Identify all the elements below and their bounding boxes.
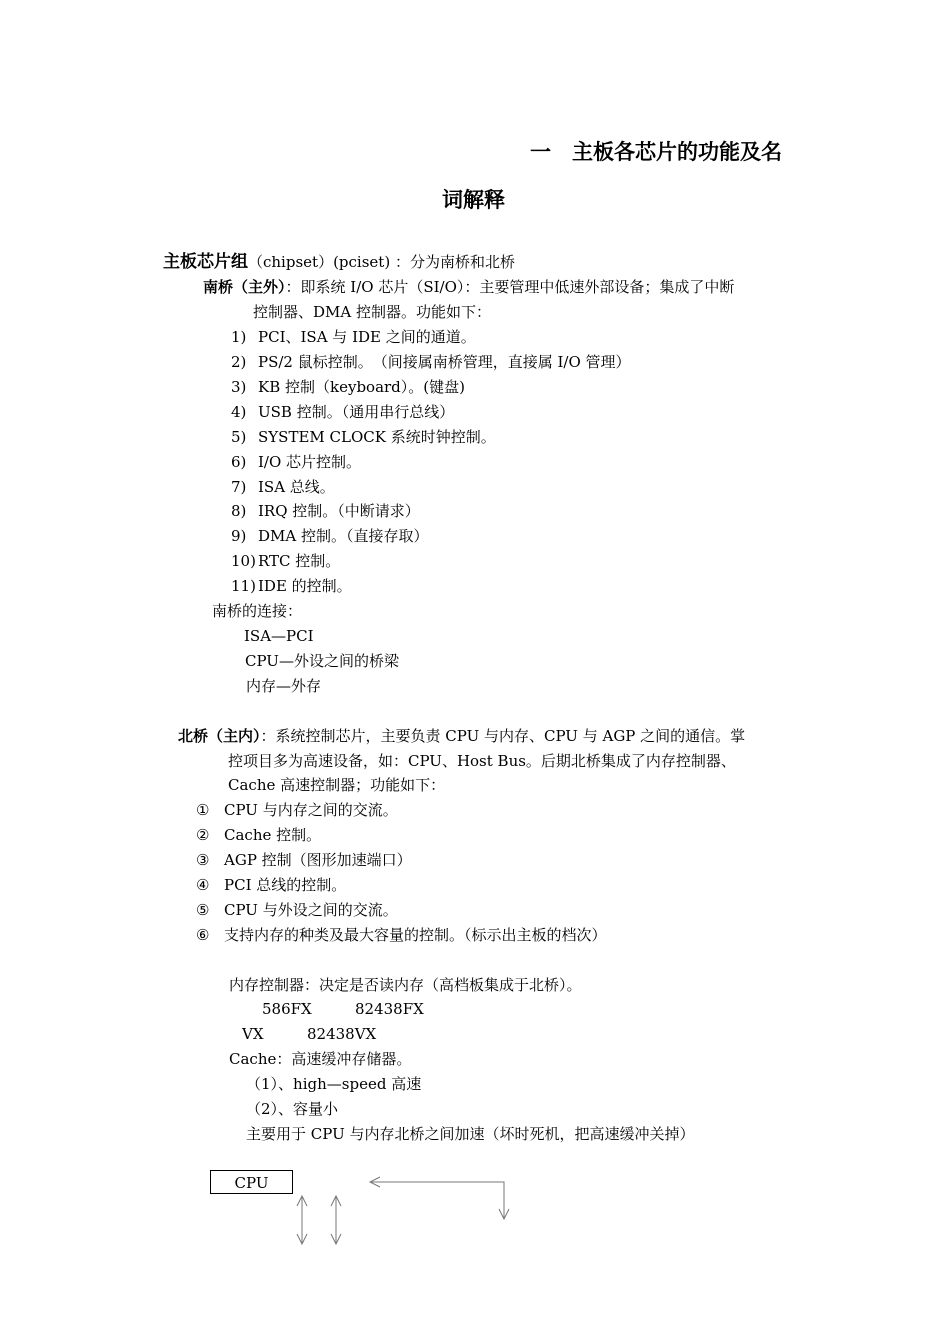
chip-model: VX (242, 1025, 264, 1043)
south-bridge-desc-cont: 控制器、DMA 控制器。功能如下： (253, 303, 491, 321)
south-bridge-connection-label: 南桥的连接： (212, 602, 303, 620)
chip-model: 82438FX (355, 1000, 424, 1018)
north-bridge-desc-cont: 控项目多为高速设备，如：CPU、Host Bus。后期北桥集成了内存控制器、 (228, 752, 736, 770)
list-item: 10) RTC 控制。 (231, 552, 341, 570)
list-item: 3) KB 控制（keyboard）。(键盘) (231, 378, 465, 396)
list-item: ⑤ CPU 与外设之间的交流。 (196, 901, 398, 919)
double-arrow-icon (297, 1196, 307, 1244)
chipset-rest: （chipset）(pciset) ：分为南桥和北桥 (248, 253, 515, 271)
north-bridge-desc: ：系统控制芯片，主要负责 CPU 与内存、CPU 与 AGP 之间的通信。掌 (260, 727, 746, 745)
connection-item: 内存—外存 (246, 677, 322, 695)
list-item: 4) USB 控制。（通用串行总线） (231, 403, 455, 421)
page-title-line1: 一 主板各芯片的功能及名 (530, 139, 782, 164)
north-bridge-heading: 北桥（主内） (178, 727, 261, 745)
connection-item: CPU—外设之间的桥梁 (245, 652, 399, 670)
page-title-line2: 词解释 (442, 187, 505, 212)
list-item: ① CPU 与内存之间的交流。 (196, 801, 398, 819)
chipset-heading: 主板芯片组 (163, 252, 248, 272)
connection-item: ISA—PCI (244, 627, 314, 645)
list-item: 11) IDE 的控制。 (231, 577, 352, 595)
list-item: ④ PCI 总线的控制。 (196, 876, 347, 894)
cpu-box: CPU (210, 1170, 293, 1194)
list-item: ② Cache 控制。 (196, 826, 322, 844)
elbow-arrow-icon (370, 1177, 509, 1219)
chip-model: 586FX (262, 1000, 312, 1018)
list-item: 1) PCI、ISA 与 IDE 之间的通道。 (231, 328, 476, 346)
south-bridge-desc: ：即系统 I/O 芯片（SI/O）：主要管理中低速外部设备；集成了中断 (285, 278, 735, 296)
cache-definition: Cache：高速缓冲存储器。 (229, 1050, 412, 1068)
cache-usage: 主要用于 CPU 与内存北桥之间加速（坏时死机，把高速缓冲关掉） (246, 1125, 695, 1143)
north-bridge-desc-cont2: Cache 高速控制器；功能如下： (228, 776, 446, 794)
list-item: 9) DMA 控制。（直接存取） (231, 527, 429, 545)
list-item: 8) IRQ 控制。（中断请求） (231, 502, 420, 520)
list-item: 6) I/O 芯片控制。 (231, 453, 362, 471)
list-item: 2) PS/2 鼠标控制。 （间接属南桥管理，直接属 I/O 管理） (231, 353, 631, 371)
memory-controller-line: 内存控制器：决定是否读内存（高档板集成于北桥）。 (229, 976, 582, 994)
chip-model: 82438VX (307, 1025, 377, 1043)
list-item: ③ AGP 控制（图形加速端口） (196, 851, 412, 869)
list-item: ⑥ 支持内存的种类及最大容量的控制。（标示出主板的档次） (196, 926, 607, 944)
cache-property: （1）、high—speed 高速 (246, 1075, 422, 1093)
list-item: 7) ISA 总线。 (231, 478, 335, 496)
list-item: 5) SYSTEM CLOCK 系统时钟控制。 (231, 428, 496, 446)
south-bridge-heading: 南桥（主外） (203, 278, 286, 296)
double-arrow-icon (331, 1196, 341, 1244)
cache-property: （2）、容量小 (246, 1100, 339, 1118)
